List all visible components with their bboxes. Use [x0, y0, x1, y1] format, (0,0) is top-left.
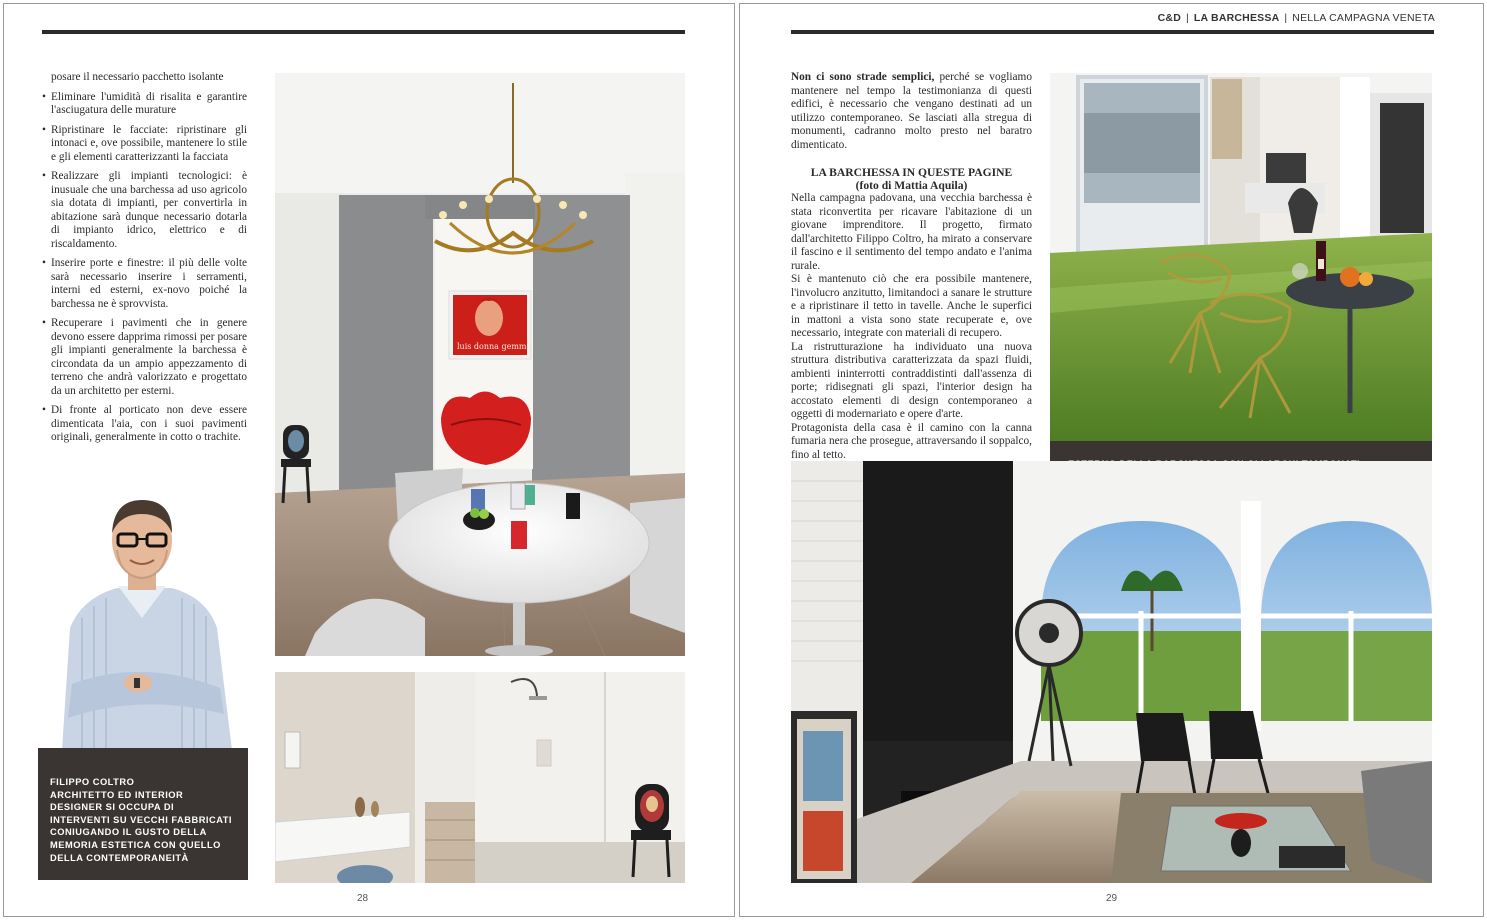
right-page-number: 29	[1106, 893, 1118, 904]
list-item: • Realizzare gli impianti tecnologici: è inusuale che una barchessa ad uso agricolo sia dotata di impianti, per convertirla in abitazione sarà dunque necessario dotarla di impianto idrico, elettrico e di riscaldamento.	[42, 170, 247, 250]
poster-text: luis donna gemmo	[457, 342, 532, 351]
architect-description: ARCHITETTO ED INTERIOR DESIGNER SI OCCUPA DI INTERVENTI SU VECCHI FABBRICATI CONIUGANDO IL GUSTO DELLA MEMORIA ESTETICA CON QUELLO DELLA CONTEMPORANEITÀ	[50, 789, 232, 863]
left-page-number: 28	[357, 893, 369, 904]
list-item: • Di fronte al porticato non deve essere dimenticata l'aia, con i suoi pavimenti originali, generalmente in cotto o trachite.	[42, 404, 247, 443]
garden-exterior-photo	[1050, 73, 1432, 441]
body-paragraph: Si è mantenuto ciò che era possibile mantenere, l'involucro anzitutto, limitandoci a sanare le strutture e a ripristinare il tetto in tavelle. Anche le superfici in mattoni a vista sono state recuperate e, ove necessario, integrate con materiali di recupero.	[791, 273, 1032, 339]
body-paragraph: Protagonista della casa è il camino con la canna fumaria nera che prosegue, attraversando il soppalco, fino al tetto.	[791, 421, 1032, 461]
list-item: • Ripristinare le facciate: ripristinare gli intonaci e, ove possibile, mantenere lo stile e gli elementi caratterizzanti la facciata	[42, 123, 247, 163]
architect-portrait-photo	[42, 488, 247, 750]
subsection-name: NELLA CAMPAGNA VENETA	[1292, 12, 1435, 24]
section-subheading: LA BARCHESSA IN QUESTE PAGINE	[810, 166, 1013, 179]
right-text-column	[791, 71, 1032, 462]
body-paragraph: Nella campagna padovana, una vecchia barchessa è stata riconvertita per ricavare l'abitazione di un giovane imprenditore. Il progetto, firmato dall'architetto Filippo Coltro, ha mirato a conservare il fascino e il sentimento del tempo andato e l'anima rurale.	[791, 192, 1032, 272]
right-top-rule	[791, 30, 1434, 34]
intro-line: posare il necessario pacchetto isolante	[51, 71, 224, 83]
lead-bold: Non ci sono strade semplici,	[791, 71, 935, 83]
list-item: • Recuperare i pavimenti che in genere devono essere dapprima rimossi per posare gli impianti generalmente la barchessa è circondata da un ampio appezzamento di terreno che andrà valorizzato e progettato da un architetto per esterni.	[42, 317, 247, 397]
dining-room-photo	[275, 73, 685, 656]
list-item: • Inserire porte e finestre: il più delle volte sarà necessario inserire i serramenti, interni ed esterni, ex-novo poiché la barchessa ne è sprovvista.	[42, 257, 247, 310]
running-header: C&D | LA BARCHESSA | NELLA CAMPAGNA VENETA	[1157, 12, 1435, 24]
photo-credit: (foto di Mattia Aquila)	[855, 179, 968, 192]
left-text-column	[42, 71, 247, 445]
bullet-list	[42, 91, 247, 445]
architect-name: FILIPPO COLTRO	[50, 777, 135, 787]
body-paragraph: La ristrutturazione ha individuato una nuova struttura distributiva caratterizzata da spazi fluidi, ambienti ininterrotti contraddistinti dall'assenza di porte; ridisegnati gli spazi, l'interior design ha accostato elementi di design contemporaneo a oggetti di modernariato e opere d'arte.	[791, 340, 1032, 420]
living-room-fireplace-photo	[791, 461, 1432, 883]
magazine-name: C&D	[1157, 12, 1181, 24]
bathroom-photo	[275, 672, 685, 883]
lead-paragraph: Non ci sono strade semplici, perché se vogliamo mantenere nel tempo la testimonianza di questi edifici, è necessario che vengano destinati ad un utilizzo contemporaneo. Se lasciati alla stregua di monumenti, cadranno molto presto nel baratro dimenticato.	[791, 71, 1032, 151]
architect-bio-box	[38, 748, 248, 880]
section-name: LA BARCHESSA	[1193, 12, 1280, 24]
left-top-rule	[42, 30, 685, 34]
list-item: • Eliminare l'umidità di risalita e garantire l'asciugatura delle murature	[42, 90, 247, 116]
